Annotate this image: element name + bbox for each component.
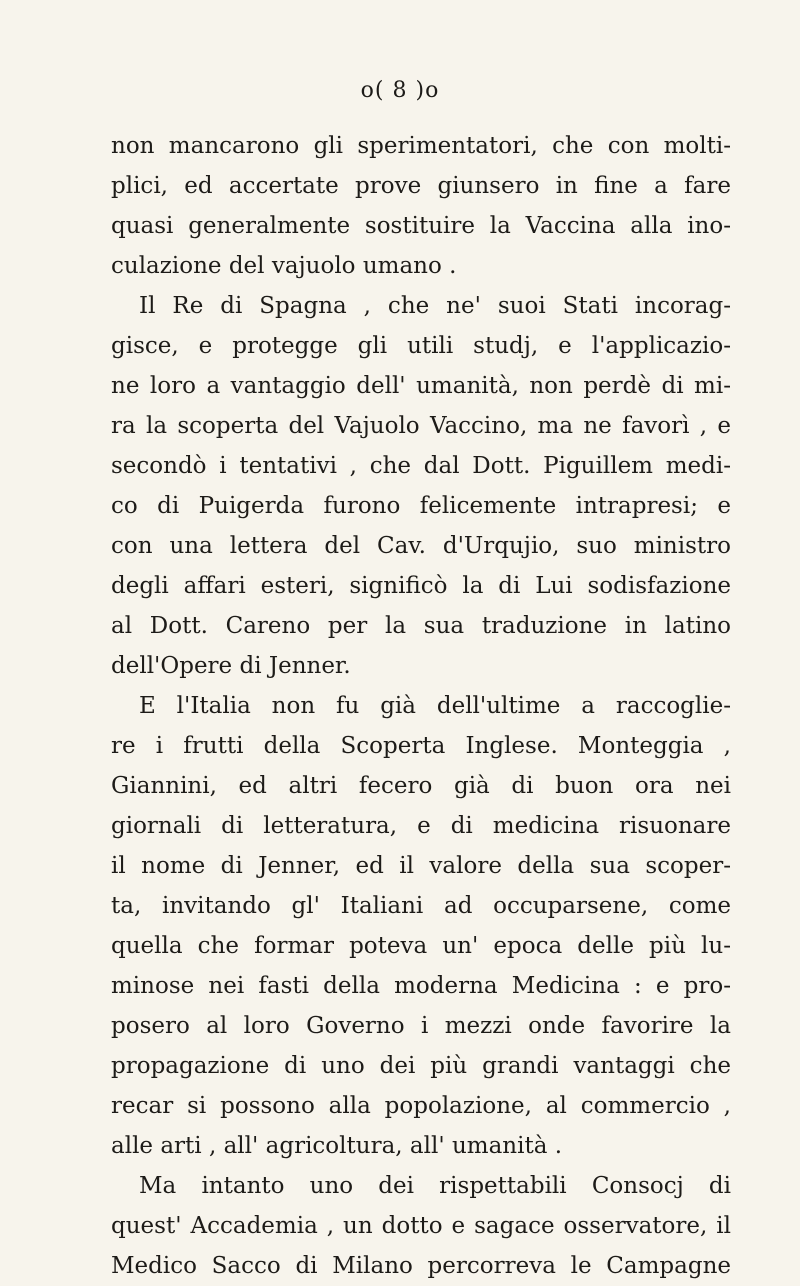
body-text xyxy=(111,126,731,1286)
text-line: propagazione di uno dei più grandi vantaggi che xyxy=(111,1053,731,1079)
text-line: posero al loro Governo i mezzi onde favorire la xyxy=(111,1013,731,1039)
text-line: co di Puigerda furono felicemente intrapresi; e xyxy=(111,493,731,519)
text-line: E l'Italia non fu già dell'ultime a raccoglie- xyxy=(139,693,731,719)
text-line: secondò i tentativi , che dal Dott. Piguillem medi- xyxy=(111,453,731,479)
text-line: non mancarono gli sperimentatori, che con molti- xyxy=(111,133,731,159)
text-line: con una lettera del Cav. d'Urqujio, suo ministro xyxy=(111,533,731,559)
text-line: dell'Opere di Jenner. xyxy=(111,653,351,679)
text-line: quella che formar poteva un' epoca delle più lu- xyxy=(111,933,731,959)
text-line: ne loro a vantaggio dell' umanità, non perdè di mi- xyxy=(111,373,731,399)
text-line: quest' Accademia , un dotto e sagace osservatore, il xyxy=(111,1213,731,1239)
text-line: al Dott. Careno per la sua traduzione in latino xyxy=(111,613,731,639)
text-line: degli affari esteri, significò la di Lui sodisfazione xyxy=(111,573,731,599)
text-line: il nome di Jenner, ed il valore della sua scoper- xyxy=(111,853,731,879)
text-line: recar si possono alla popolazione, al commercio , xyxy=(111,1093,731,1119)
text-line: culazione del vajuolo umano . xyxy=(111,253,457,279)
text-line: Giannini, ed altri fecero già di buon ora nei xyxy=(111,773,731,799)
text-line: gisce, e protegge gli utili studj, e l'applicazio- xyxy=(111,333,731,359)
text-line: giornali di letteratura, e di medicina risuonare xyxy=(111,813,731,839)
text-line: quasi generalmente sostituire la Vaccina alla ino- xyxy=(111,213,731,239)
text-line: alle arti , all' agricoltura, all' umanità . xyxy=(111,1133,563,1159)
page-number-header: o( 8 )o xyxy=(360,78,440,103)
text-line: Ma intanto uno dei rispettabili Consocj di xyxy=(139,1173,731,1199)
text-line: Il Re di Spagna , che ne' suoi Stati incorag- xyxy=(139,293,731,319)
text-line: ra la scoperta del Vajuolo Vaccino, ma ne favorì , e xyxy=(111,413,731,439)
text-line: ta, invitando gl' Italiani ad occuparsene, come xyxy=(111,893,731,919)
text-line: minose nei fasti della moderna Medicina : e pro- xyxy=(111,973,731,999)
text-line: Medico Sacco di Milano percorreva le Campagne xyxy=(111,1253,731,1279)
text-line: re i frutti della Scoperta Inglese. Monteggia , xyxy=(111,733,731,759)
text-line: plici, ed accertate prove giunsero in fine a fare xyxy=(111,173,731,199)
